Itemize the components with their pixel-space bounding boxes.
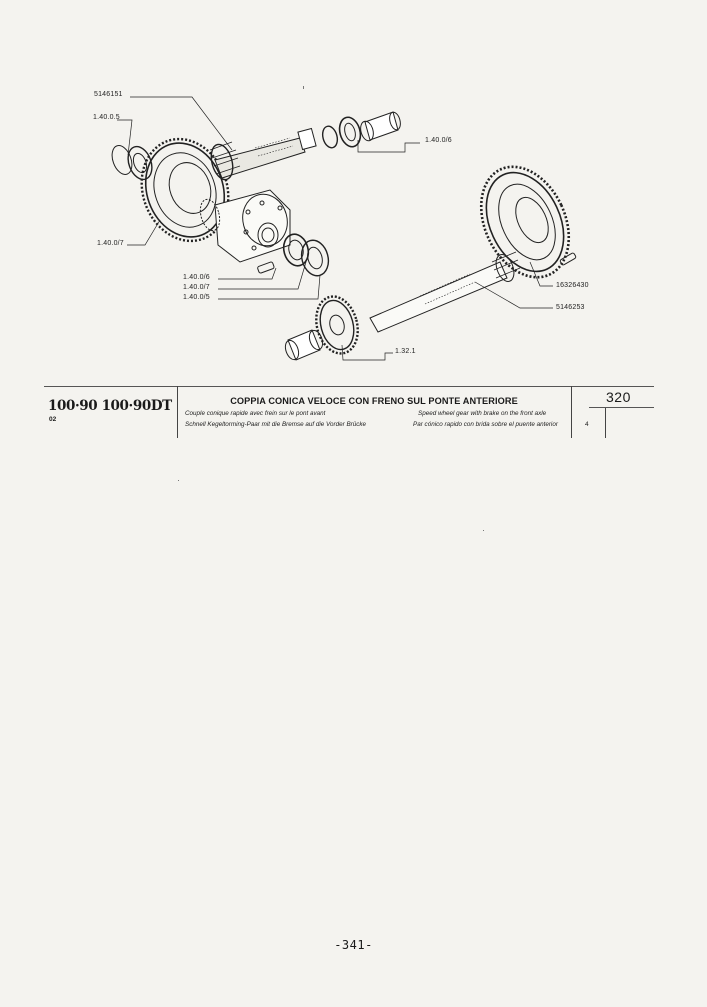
callout-1-40-0-7-mid: 1.40.0/7: [183, 284, 210, 291]
leader-lines: [117, 97, 553, 360]
title-block-top-rule: [44, 386, 654, 387]
scan-speck: [178, 480, 179, 481]
callout-1-40-0-5-mid: 1.40.0/5: [183, 294, 210, 301]
bevel-pinion-drawing: [208, 128, 316, 181]
model-sub-code: 02: [49, 416, 57, 423]
scan-speck: [303, 86, 304, 89]
callout-1-40-0-7-left: 1.40.0/7: [97, 240, 124, 247]
callout-5146253: 5146253: [556, 304, 585, 311]
page-number-rule: [589, 407, 654, 408]
callout-16326430: 16326430: [556, 282, 589, 289]
exploded-parts-drawing: [0, 60, 707, 380]
bevel-pinion-drawing: [370, 252, 576, 332]
callout-1-40-0-6-mid: 1.40.0/6: [183, 274, 210, 281]
sheet-number: 4: [585, 421, 589, 428]
description-french: Couple conique rapide avec frein sur le pont avant: [185, 410, 326, 417]
divider-right: [571, 386, 572, 438]
bearing-drawing: [320, 111, 402, 149]
callout-5146151: 5146151: [94, 91, 123, 98]
divider-sheet: [605, 408, 606, 438]
seal-ring-drawing: [108, 143, 156, 183]
description-spanish: Par cónico rapido con brida sobre el puente anterior: [413, 421, 558, 428]
callout-1-40-0-5-top: 1.40.0.5: [93, 114, 120, 121]
divider-left: [177, 386, 178, 438]
scan-speck: [483, 530, 484, 531]
callout-1-32-1: 1.32.1: [395, 348, 416, 355]
description-german: Schnell Kegeltorming-Paar mit die Bremse auf die Vorder Brücke: [185, 421, 367, 428]
title-block: [44, 386, 654, 438]
callout-1-40-0-6-right: 1.40.0/6: [425, 137, 452, 144]
differential-housing-drawing: [197, 189, 293, 262]
heading-italian: COPPIA CONICA VELOCE CON FRENO SUL PONTE ANTERIORE: [230, 396, 518, 406]
bushing-drawing: [283, 329, 325, 362]
footer-page-label: -341-: [334, 938, 373, 952]
page-number: 320: [606, 389, 631, 405]
model-designation: 100·90 100·90DT: [48, 398, 172, 414]
description-english: Speed wheel gear with brake on the front axle: [418, 410, 547, 417]
